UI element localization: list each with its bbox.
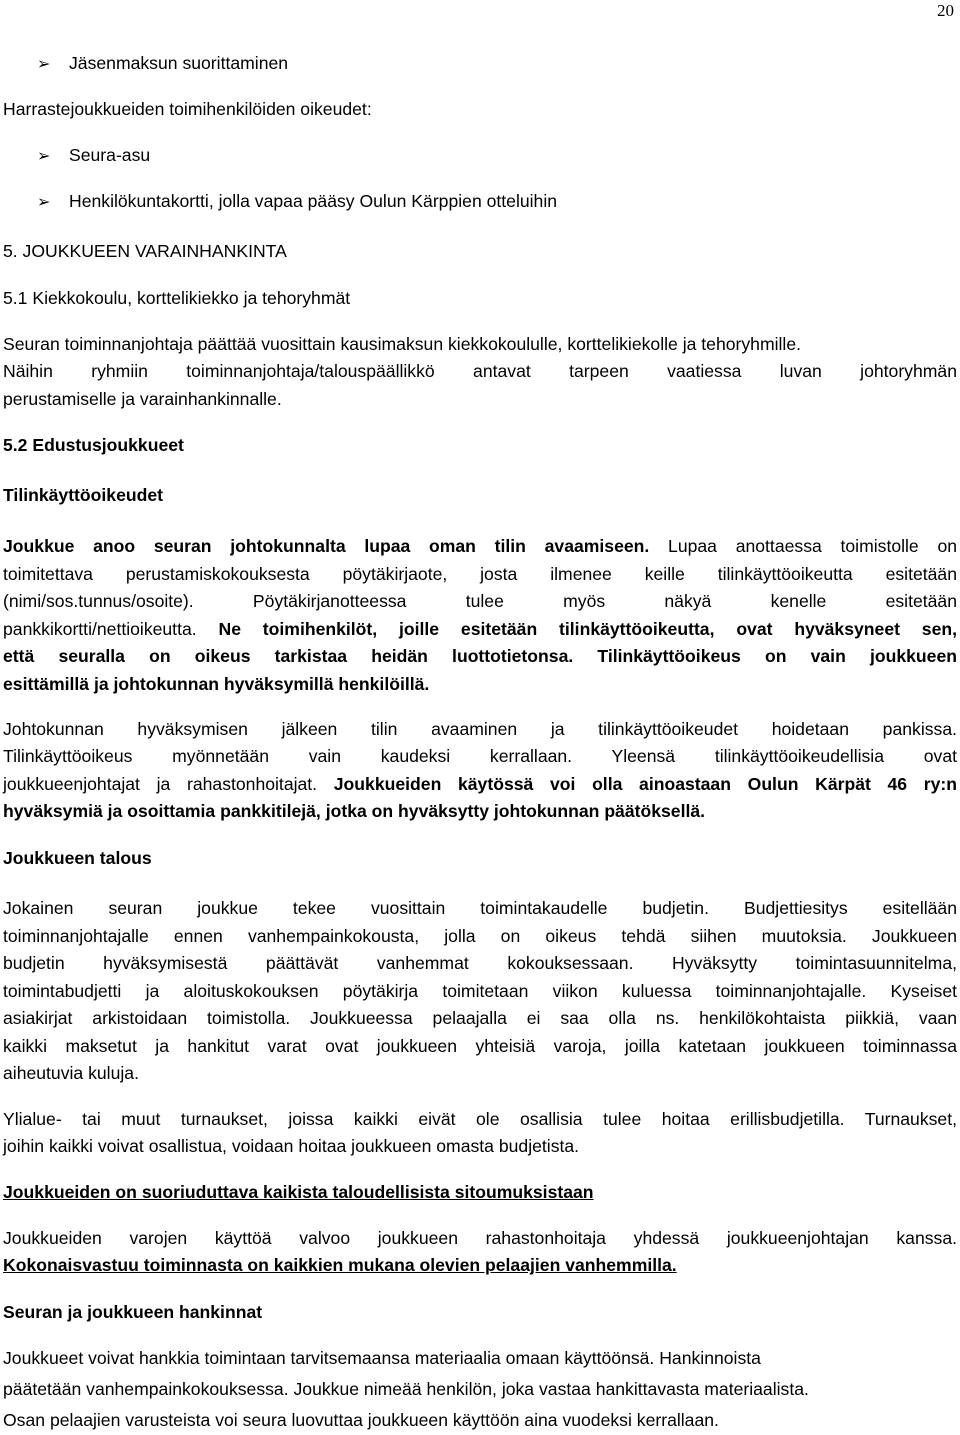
- paragraph-line: Kokonaisvastuu toiminnasta on kaikkien mukana olevien pelaajien vanhemmilla.: [3, 1255, 677, 1275]
- paragraph-line: asiakirjat arkistoidaan toimistolla. Joukkueessa pelaajalla ei saa olla ns. henkilökohtaista piikkiä, vaan: [3, 1008, 957, 1028]
- paragraph-line: Osan pelaajien varusteista voi seura luovuttaa joukkueen käyttöön aina vuodeksi kerrallaan.: [3, 1410, 719, 1430]
- paragraph-line: että seuralla on oikeus tarkistaa heidän luottotietonsa. Tilinkäyttöoikeus on vain joukkueen: [3, 646, 957, 666]
- bullet-item: [37, 50, 288, 79]
- paragraph-line: Joukkueiden varojen käyttöä valvoo joukkueen rahastonhoitaja yhdessä joukkueenjohtajan kanssa.: [3, 1228, 957, 1248]
- paragraph-line: hyväksymiä ja osoittamia pankkitilejä, jotka on hyväksytty johtokunnan päätöksellä.: [3, 801, 706, 821]
- tili-heading: Tilinkäyttöoikeudet: [3, 485, 164, 505]
- bullet-item: [37, 142, 150, 171]
- paragraph-line: Joukkue anoo seuran johtokunnalta lupaa oman tilin avaamiseen. Lupaa anottaessa toimistolle on: [3, 536, 958, 556]
- paragraph-line: Ylialue- tai muut turnaukset, joissa kaikki eivät ole osallisia tulee hoitaa erillisbudjetilla. Turnaukset,: [3, 1109, 957, 1129]
- section-5-1-title: 5.1 Kiekkokoulu, korttelikiekko ja tehoryhmät: [3, 288, 351, 308]
- paragraph-line: budjetin hyväksymisestä päättävät vanhemmat kokouksessaan. Hyväksytty toimintasuunnitelma,: [3, 953, 957, 973]
- arrow-bullet-icon: ➢: [37, 148, 51, 165]
- paragraph-line: Näihin ryhmiin toiminnanjohtaja/talouspäällikkö antavat tarpeen vaatiessa luvan johtoryhmän: [3, 361, 957, 381]
- hankinnat-heading: Seuran ja joukkueen hankinnat: [3, 1302, 263, 1322]
- paragraph-line: Tilinkäyttöoikeus myönnetään vain kaudeksi kerrallaan. Yleensä tilinkäyttöoikeudellisia ovat: [3, 746, 957, 766]
- page-number: 20: [937, 1, 954, 20]
- bullet-item: [37, 188, 557, 217]
- arrow-bullet-icon: ➢: [37, 56, 51, 73]
- paragraph-line: Joukkueet voivat hankkia toimintaan tarvitsemaansa materiaalia omaan käyttöönsä. Hankinnoista: [3, 1348, 761, 1368]
- paragraph-line: toiminnanjohtajalle ennen vanhempainkokousta, jolla on oikeus tehdä siihen muutoksia. Joukkueen: [3, 926, 957, 946]
- section-5-2-title: 5.2 Edustusjoukkueet: [3, 435, 184, 455]
- bullet-text: Jäsenmaksun suorittaminen: [69, 53, 289, 73]
- paragraph-line: perustamiselle ja varainhankinnalle.: [3, 389, 282, 409]
- sitoumus-heading: Joukkueiden on suoriuduttava kaikista taloudellisista sitoumuksistaan: [3, 1182, 594, 1202]
- paragraph-line: aiheutuvia kuluja.: [3, 1063, 139, 1083]
- paragraph-line: toimintabudjetti ja aloituskokouksen pöytäkirja toimitetaan viikon kuluessa toiminnanjohtajalle. Kyseiset: [3, 981, 957, 1001]
- paragraph-line: toimitettava perustamiskokouksesta pöytäkirjaote, josta ilmenee keille tilinkäyttöoikeutta esitetään: [3, 564, 957, 584]
- paragraph-line: joukkueenjohtajat ja rahastonhoitajat. Joukkueiden käytössä voi olla ainoastaan Oulun Kärpät 46 ry:n: [3, 774, 957, 794]
- rights-heading: Harrastejoukkueiden toimihenkilöiden oikeudet:: [3, 99, 372, 119]
- paragraph-line: Jokainen seuran joukkue tekee vuosittain toimintakaudelle budjetin. Budjettiesitys esitellään: [3, 898, 957, 918]
- paragraph-line: Seuran toiminnanjohtaja päättää vuosittain kausimaksun kiekkokoululle, korttelikiekolle ja tehoryhmille.: [3, 334, 802, 354]
- paragraph-line: päätetään vanhempainkokouksessa. Joukkue nimeää henkilön, joka vastaa hankittavasta materiaalista.: [3, 1379, 809, 1399]
- paragraph-line: pankkikortti/nettioikeutta. Ne toimihenkilöt, joille esitetään tilinkäyttöoikeutta, ovat hyväksyneet sen,: [3, 619, 957, 639]
- paragraph-line: joihin kaikki voivat osallistua, voidaan hoitaa joukkueen omasta budjetista.: [3, 1136, 580, 1156]
- paragraph-line: (nimi/sos.tunnus/osoite). Pöytäkirjanotteessa tulee myös näkyä kenelle esitetään: [3, 591, 957, 611]
- arrow-bullet-icon: ➢: [37, 194, 51, 211]
- bullet-text: Henkilökuntakortti, jolla vapaa pääsy Oulun Kärppien otteluihin: [69, 191, 558, 211]
- talous-heading: Joukkueen talous: [3, 848, 152, 868]
- paragraph-line: Johtokunnan hyväksymisen jälkeen tilin avaaminen ja tilinkäyttöoikeudet hoidetaan pankissa.: [3, 719, 957, 739]
- bullet-text: Seura-asu: [69, 145, 151, 165]
- paragraph-line: esittämillä ja johtokunnan hyväksymillä henkilöillä.: [3, 674, 430, 694]
- paragraph-line: kaikki maksetut ja hankitut varat ovat joukkueen yhteisiä varoja, joilla katetaan joukkueen toiminnassa: [3, 1036, 957, 1056]
- section-5-title: 5. JOUKKUEEN VARAINHANKINTA: [3, 241, 287, 261]
